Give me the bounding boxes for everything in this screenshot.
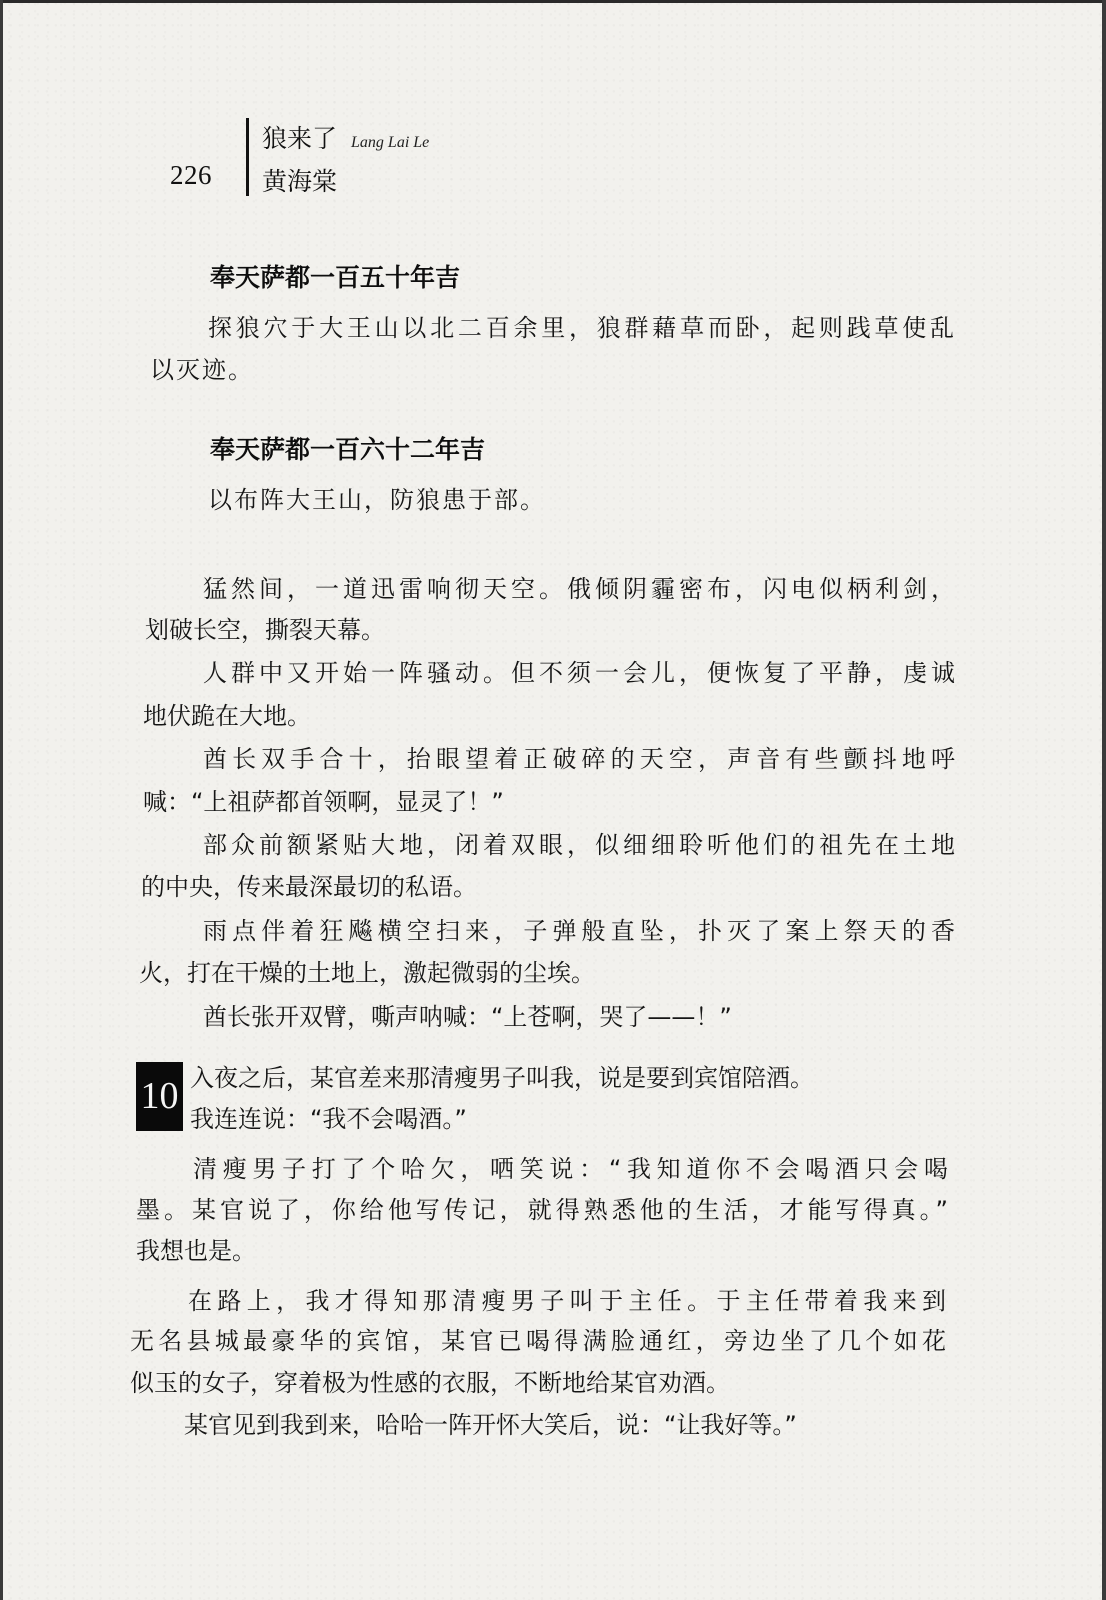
paragraph-line: 人群中又开始一阵骚动。但不须一会儿，便恢复了平静，虔诚 xyxy=(203,659,955,687)
paragraph-line: 喊：“上祖萨都首领啊，显灵了！” xyxy=(143,788,504,816)
paragraph-line: 火，打在干燥的土地上，激起微弱的尘埃。 xyxy=(139,959,595,987)
book-title: 狼来了 xyxy=(262,124,338,153)
paragraph-line: 地伏跪在大地。 xyxy=(143,702,311,730)
paragraph-line: 的中央，传来最深最切的私语。 xyxy=(141,873,477,901)
paragraph-line: 部众前额紧贴大地，闭着双眼，似细细聆听他们的祖先在土地 xyxy=(203,831,955,859)
scan-top-edge xyxy=(0,0,1106,3)
paragraph-line: 似玉的女子，穿着极为性感的衣服，不断地给某官劝酒。 xyxy=(130,1369,730,1397)
section-number-box: 10 xyxy=(136,1062,183,1131)
paragraph-line: 酋长张开双臂，嘶声呐喊：“上苍啊，哭了——！” xyxy=(203,1003,732,1031)
scan-right-edge xyxy=(1102,0,1106,1600)
header-divider xyxy=(246,118,249,196)
paragraph-line: 清瘦男子打了个哈欠，哂笑说：“我知道你不会喝酒只会喝 xyxy=(193,1155,948,1183)
section-opening-line: 入夜之后，某官差来那清瘦男子叫我，说是要到宾馆陪酒。 xyxy=(190,1064,814,1092)
section-opening-line: 我连连说：“我不会喝酒。” xyxy=(190,1105,467,1133)
paragraph-line: 划破长空，撕裂天幕。 xyxy=(145,616,385,644)
entry-line: 以灭迹。 xyxy=(150,356,254,384)
paragraph-line: 某官见到我到来，哈哈一阵开怀大笑后，说：“让我好等。” xyxy=(184,1411,797,1439)
running-header-title xyxy=(262,119,429,155)
paragraph-line: 猛然间，一道迅雷响彻天空。俄倾阴霾密布，闪电似柄利剑， xyxy=(203,575,955,603)
book-author: 黄海棠 xyxy=(262,167,338,196)
scan-left-edge xyxy=(0,0,3,1600)
paragraph-line: 酋长双手合十，抬眼望着正破碎的天空，声音有些颤抖地呼 xyxy=(203,745,955,773)
paragraph-line: 无名县城最豪华的宾馆，某官已喝得满脸通红，旁边坐了几个如花 xyxy=(130,1327,946,1355)
paragraph-line: 雨点伴着狂飚横空扫来，子弹般直坠，扑灭了案上祭天的香 xyxy=(203,917,955,945)
paragraph-line: 在路上，我才得知那清瘦男子叫于主任。于主任带着我来到 xyxy=(188,1287,946,1315)
entry-heading: 奉天萨都一百五十年吉 xyxy=(210,263,461,292)
page-number: 226 xyxy=(170,160,212,190)
paragraph-line: 墨。某官说了，你给他写传记，就得熟悉他的生活，才能写得真。” xyxy=(136,1196,948,1224)
paragraph-line: 我想也是。 xyxy=(136,1237,256,1265)
entry-heading: 奉天萨都一百六十二年吉 xyxy=(210,435,486,464)
entry-line: 以布阵大王山，防狼患于部。 xyxy=(208,486,546,514)
entry-line: 探狼穴于大王山以北二百余里，狼群藉草而卧，起则践草使乱 xyxy=(208,314,956,342)
book-title-pinyin: Lang Lai Le xyxy=(351,134,430,151)
